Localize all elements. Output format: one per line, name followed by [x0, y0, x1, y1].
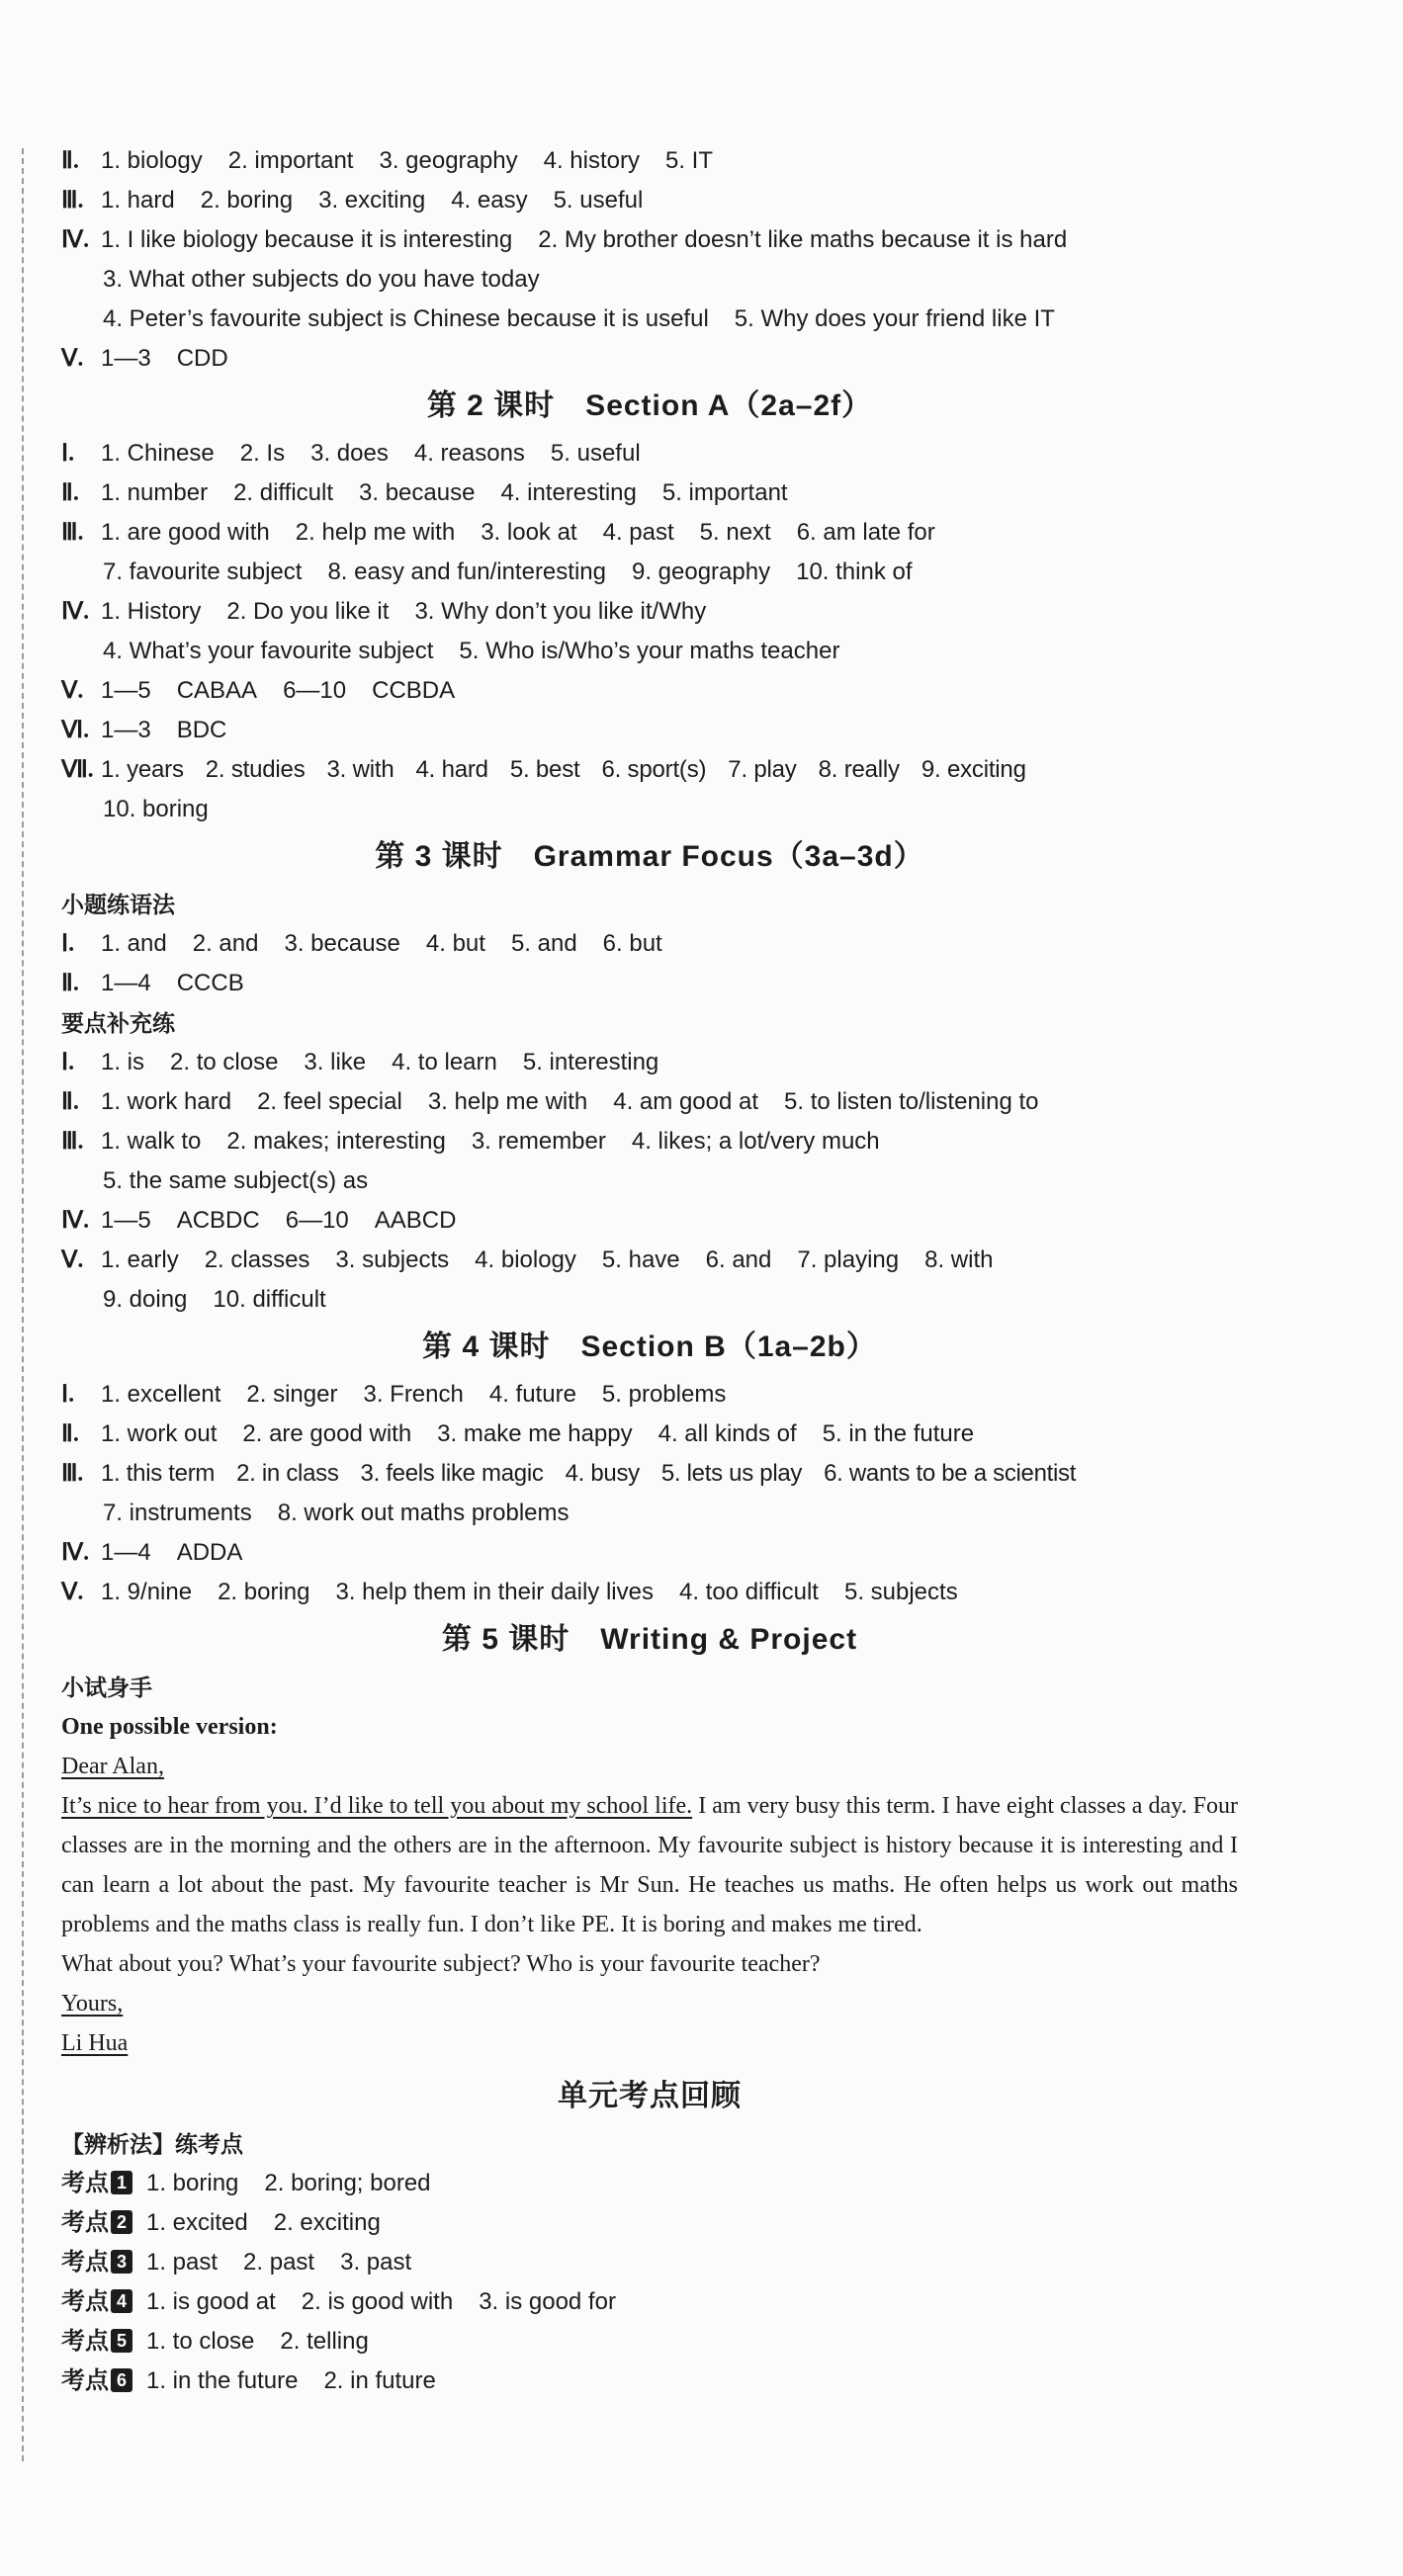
subsection-heading: 【辨析法】练考点	[61, 2131, 243, 2157]
review-row	[61, 2243, 1238, 2282]
answer-item: 1. biology	[101, 147, 203, 174]
answer-item: 6. but	[602, 930, 662, 957]
roman-numeral: Ⅳ.	[61, 599, 90, 625]
answer-row	[61, 181, 1238, 220]
answer-item: 9. exciting	[921, 756, 1026, 783]
answer-item: 6—10	[285, 1207, 349, 1234]
answer-row	[61, 1082, 1238, 1122]
letter-body-text: I am very busy this term. I have eight classes a day. Four classes are in the morning and the others are in the afternoon. My favourite subject is history because it is interesting and I can learn a lot about the past. My favourite teacher is Mr Sun. He teaches us maths. He often helps us work out maths problems and the maths class is really fun. I don’t like PE. It is boring and makes me tired.	[61, 1793, 1238, 1937]
answer-item: 4. busy	[565, 1460, 640, 1487]
answer-item: 2. studies	[205, 756, 306, 783]
answer-item: 9. geography	[631, 558, 771, 585]
answer-item: 7. playing	[797, 1246, 900, 1273]
answer-item: 7. play	[728, 756, 797, 783]
answer-item: 5. useful	[550, 440, 641, 467]
roman-numeral: Ⅲ.	[61, 188, 84, 214]
answer-row	[61, 1201, 1238, 1241]
answer-item: 3. subjects	[335, 1246, 450, 1273]
answer-item: 3. because	[284, 930, 400, 957]
answer-item: 1. this term	[101, 1460, 216, 1487]
answer-item: ACBDC	[176, 1207, 260, 1234]
answer-row-continued	[61, 1280, 1238, 1320]
greeting-text: Dear Alan,	[61, 1754, 164, 1779]
answer-item: 1. I like biology because it is interesting	[101, 226, 513, 253]
answer-row	[61, 671, 1238, 711]
roman-numeral: Ⅳ.	[61, 227, 90, 253]
kaodian-text: 考点	[61, 2328, 109, 2355]
answer-item: 8. really	[818, 756, 900, 783]
answer-item: 3. like	[304, 1049, 367, 1075]
answer-item: 1—4	[101, 970, 151, 996]
letter-signoff	[61, 1984, 1238, 2023]
answer-item: 4. hard	[415, 756, 488, 783]
answer-item: 5. and	[510, 930, 577, 957]
answer-item: 3. does	[310, 440, 389, 467]
roman-numeral: Ⅳ.	[61, 1540, 90, 1566]
answer-item: 1—3	[101, 717, 151, 743]
answer-item: 1. in the future	[146, 2367, 299, 2394]
answer-row	[61, 592, 1238, 632]
answer-item: 2. in class	[236, 1460, 339, 1487]
answer-item: 1. past	[146, 2249, 219, 2275]
answer-item: 6. am late for	[796, 519, 935, 546]
roman-numeral: Ⅲ.	[61, 1129, 84, 1155]
answer-row-continued	[61, 1494, 1238, 1533]
answer-item: 5. IT	[664, 147, 713, 174]
answer-item: 3. Why don’t you like it/Why	[414, 598, 707, 625]
answer-item: 5. next	[699, 519, 771, 546]
answer-item: 5. to listen to/listening to	[784, 1088, 1039, 1115]
answer-item: 3. help them in their daily lives	[335, 1579, 654, 1605]
roman-numeral: Ⅱ.	[61, 971, 79, 996]
kaodian-label	[61, 2361, 132, 2401]
roman-numeral: Ⅰ.	[61, 1050, 75, 1075]
letter-body	[61, 1786, 1238, 1944]
answer-item: 1. Chinese	[101, 440, 215, 467]
answer-item: 1. is	[101, 1049, 145, 1075]
roman-numeral: Ⅱ.	[61, 1089, 79, 1115]
answer-row-continued	[61, 790, 1238, 829]
roman-numeral: Ⅲ.	[61, 1461, 83, 1487]
answer-item: 5. Why does your friend like IT	[734, 305, 1055, 332]
answer-item: 8. with	[924, 1246, 994, 1273]
answer-item: 2. past	[243, 2249, 315, 2275]
kaodian-label	[61, 2203, 132, 2243]
answer-item: 10. difficult	[213, 1286, 326, 1313]
answer-item: 8. work out maths problems	[277, 1500, 570, 1526]
letter-closing-question: What about you? What’s your favourite subject? Who is your favourite teacher?	[61, 1951, 821, 1977]
subsection-heading: 小试身手	[61, 1674, 152, 1700]
answer-item: 1. work hard	[101, 1088, 232, 1115]
answer-row-continued	[61, 553, 1238, 592]
answer-item: 3. past	[340, 2249, 412, 2275]
answer-row	[61, 1043, 1238, 1082]
answer-row	[61, 434, 1238, 473]
roman-numeral: Ⅱ.	[61, 480, 79, 506]
kaodian-text: 考点	[61, 2249, 109, 2275]
answer-item: 3. remember	[471, 1128, 606, 1155]
answer-item: 3. What other subjects do you have today	[103, 266, 540, 293]
answer-item: 3. is good for	[479, 2288, 616, 2315]
roman-numeral: Ⅱ.	[61, 148, 79, 174]
roman-numeral: Ⅰ.	[61, 441, 75, 467]
answer-item: 1. is good at	[146, 2288, 276, 2315]
answer-item: 4. past	[602, 519, 674, 546]
answer-item: 10. boring	[103, 796, 209, 822]
answer-item: 2. feel special	[257, 1088, 402, 1115]
answer-item: 1. number	[101, 479, 209, 506]
roman-numeral: Ⅶ.	[61, 757, 94, 783]
answer-row	[61, 513, 1238, 553]
answer-item: 5. problems	[601, 1381, 727, 1408]
answer-item: BDC	[176, 717, 227, 743]
answer-row-continued	[61, 260, 1238, 300]
answer-item: 2. important	[227, 147, 354, 174]
answer-row	[61, 1375, 1238, 1415]
answer-row-continued	[61, 300, 1238, 339]
kaodian-label	[61, 2243, 132, 2282]
answer-item: 2. telling	[280, 2328, 369, 2355]
kaodian-number: 3	[111, 2250, 132, 2274]
answer-item: 1. early	[101, 1246, 179, 1273]
answer-row	[61, 1454, 1238, 1494]
answer-item: 2. boring	[200, 187, 294, 214]
subsection-heading: 要点补充练	[61, 1010, 175, 1036]
answer-item: 5. in the future	[822, 1420, 975, 1447]
answer-item: 1. History	[101, 598, 202, 625]
answer-row-continued	[61, 632, 1238, 671]
answer-item: 3. look at	[481, 519, 577, 546]
answer-item: 1—4	[101, 1539, 151, 1566]
signoff-text: Yours,	[61, 1991, 124, 2017]
answer-row	[61, 220, 1238, 260]
roman-numeral: Ⅴ.	[61, 1247, 84, 1273]
review-row	[61, 2322, 1238, 2361]
answer-row	[61, 1415, 1238, 1454]
answer-item: 2. singer	[246, 1381, 338, 1408]
answer-item: 2. boring	[218, 1579, 310, 1605]
letter-greeting	[61, 1747, 1238, 1786]
answer-row	[61, 711, 1238, 750]
answer-item: 3. feels like magic	[360, 1460, 544, 1487]
answer-row	[61, 1573, 1238, 1612]
answer-item: 4. biology	[475, 1246, 576, 1273]
answer-item: 4. What’s your favourite subject	[103, 638, 434, 664]
answer-item: 3. geography	[379, 147, 518, 174]
answer-item: ADDA	[176, 1539, 243, 1566]
letter-signature	[61, 2023, 1238, 2063]
answer-item: 4. reasons	[413, 440, 525, 467]
answer-item: 3. help me with	[427, 1088, 588, 1115]
answer-item: 2. classes	[204, 1246, 310, 1273]
answer-item: 2. to close	[170, 1049, 279, 1075]
answer-item: CABAA	[176, 677, 258, 704]
subsection-heading: 小题练语法	[61, 892, 175, 917]
answer-item: 5. have	[601, 1246, 680, 1273]
roman-numeral: Ⅱ.	[61, 1421, 79, 1447]
answer-row	[61, 1122, 1238, 1161]
kaodian-text: 考点	[61, 2209, 109, 2236]
roman-numeral: Ⅲ.	[61, 520, 84, 546]
answer-item: 6. wants to be a scientist	[824, 1460, 1077, 1487]
answer-item: 1. boring	[146, 2170, 239, 2196]
answer-item: 2. in future	[323, 2367, 436, 2394]
answer-item: CCBDA	[372, 677, 456, 704]
answer-item: 1. years	[101, 756, 184, 783]
answer-item: 1—5	[101, 1207, 151, 1234]
margin-dashed-line	[22, 148, 24, 2461]
answer-item: 4. to learn	[392, 1049, 497, 1075]
answer-item: 4. history	[543, 147, 640, 174]
answer-row-continued	[61, 1161, 1238, 1201]
roman-numeral: Ⅴ.	[61, 346, 84, 372]
answer-item: CDD	[176, 345, 228, 372]
answer-item: 5. important	[661, 479, 788, 506]
answer-item: 2. difficult	[233, 479, 334, 506]
answer-item: 1—5	[101, 677, 151, 704]
review-row	[61, 2282, 1238, 2322]
answer-item: 4. but	[425, 930, 485, 957]
answer-item: 7. favourite subject	[103, 558, 303, 585]
answer-item: 4. Peter’s favourite subject is Chinese because it is useful	[103, 305, 709, 332]
answer-item: 1. excited	[146, 2209, 248, 2236]
answer-item: 5. interesting	[522, 1049, 659, 1075]
kaodian-label	[61, 2164, 132, 2203]
answer-item: 6—10	[283, 677, 347, 704]
kaodian-number: 1	[111, 2171, 132, 2194]
lesson-2-title: 第 2 课时 Section A（2a–2f）	[426, 389, 873, 422]
answer-item: 4. easy	[451, 187, 528, 214]
answer-item: 4. future	[488, 1381, 576, 1408]
answer-item: 5. useful	[553, 187, 644, 214]
answer-item: 3. French	[363, 1381, 464, 1408]
answer-item: 1. 9/nine	[101, 1579, 193, 1605]
answer-item: 2. Do you like it	[226, 598, 390, 625]
answer-item: 2. and	[192, 930, 259, 957]
answer-item: 4. too difficult	[678, 1579, 819, 1605]
answer-item: 2. exciting	[273, 2209, 381, 2236]
answer-item: 2. Is	[239, 440, 286, 467]
kaodian-text: 考点	[61, 2367, 109, 2394]
answer-row	[61, 964, 1238, 1003]
answer-item: 7. instruments	[103, 1500, 252, 1526]
answer-row	[61, 750, 1238, 790]
kaodian-number: 2	[111, 2210, 132, 2234]
answer-row	[61, 141, 1238, 181]
answer-item: 1. walk to	[101, 1128, 202, 1155]
answer-row	[61, 1241, 1238, 1280]
kaodian-number: 5	[111, 2329, 132, 2353]
answer-item: 5. lets us play	[660, 1460, 803, 1487]
roman-numeral: Ⅴ.	[61, 1580, 84, 1605]
answer-key-page	[61, 141, 1238, 2401]
answer-item: AABCD	[374, 1207, 457, 1234]
answer-item: 2. are good with	[242, 1420, 412, 1447]
answer-item: 4. interesting	[500, 479, 637, 506]
answer-row	[61, 339, 1238, 379]
answer-row	[61, 473, 1238, 513]
review-row	[61, 2203, 1238, 2243]
answer-item: 5. subjects	[843, 1579, 958, 1605]
kaodian-label	[61, 2322, 132, 2361]
answer-item: 3. because	[359, 479, 476, 506]
answer-item: 6. and	[705, 1246, 772, 1273]
underlined-sentence: It’s nice to hear from you. I’d like to tell you about my school life.	[61, 1793, 693, 1819]
answer-item: 1. work out	[101, 1420, 218, 1447]
review-row	[61, 2164, 1238, 2203]
lesson-4-title: 第 4 课时 Section B（1a–2b）	[422, 1331, 877, 1363]
roman-numeral: Ⅴ.	[61, 678, 84, 704]
answer-item: 10. think of	[796, 558, 913, 585]
answer-item: 1. excellent	[101, 1381, 221, 1408]
answer-item: 1. to close	[146, 2328, 255, 2355]
roman-numeral: Ⅰ.	[61, 931, 75, 957]
kaodian-text: 考点	[61, 2288, 109, 2315]
kaodian-text: 考点	[61, 2170, 109, 2196]
answer-item: 2. makes; interesting	[226, 1128, 446, 1155]
review-title: 单元考点回顾	[558, 2080, 742, 2112]
signature-text: Li Hua	[61, 2030, 129, 2056]
answer-item: 1. hard	[101, 187, 175, 214]
answer-item: 3. make me happy	[437, 1420, 633, 1447]
roman-numeral: Ⅰ.	[61, 1382, 75, 1408]
answer-item: 5. the same subject(s) as	[103, 1167, 369, 1194]
answer-item: 5. Who is/Who’s your maths teacher	[459, 638, 840, 664]
answer-item: 1—3	[101, 345, 151, 372]
answer-item: 1. and	[101, 930, 167, 957]
answer-item: 4. am good at	[613, 1088, 759, 1115]
answer-item: 2. help me with	[295, 519, 456, 546]
answer-item: 3. with	[326, 756, 395, 783]
version-label: One possible version:	[61, 1714, 278, 1740]
answer-item: 1. are good with	[101, 519, 270, 546]
answer-item: 4. all kinds of	[658, 1420, 797, 1447]
lesson-5-title: 第 5 课时 Writing & Project	[441, 1623, 858, 1656]
kaodian-number: 4	[111, 2289, 132, 2313]
kaodian-label	[61, 2282, 132, 2322]
kaodian-number: 6	[111, 2368, 132, 2392]
answer-item: 8. easy and fun/interesting	[327, 558, 606, 585]
answer-item: 4. likes; a lot/very much	[631, 1128, 880, 1155]
review-row	[61, 2361, 1238, 2401]
answer-item: 9. doing	[103, 1286, 188, 1313]
answer-row	[61, 1533, 1238, 1573]
answer-item: 6. sport(s)	[601, 756, 707, 783]
answer-item: 2. My brother doesn’t like maths because it is hard	[538, 226, 1068, 253]
answer-item: CCCB	[176, 970, 244, 996]
answer-row	[61, 924, 1238, 964]
roman-numeral: Ⅵ.	[61, 718, 90, 743]
answer-item: 3. exciting	[318, 187, 426, 214]
answer-item: 2. boring; bored	[264, 2170, 431, 2196]
answer-item: 2. is good with	[301, 2288, 454, 2315]
roman-numeral: Ⅳ.	[61, 1208, 90, 1234]
answer-item: 5. best	[509, 756, 580, 783]
lesson-3-title: 第 3 课时 Grammar Focus（3a–3d）	[375, 840, 924, 873]
